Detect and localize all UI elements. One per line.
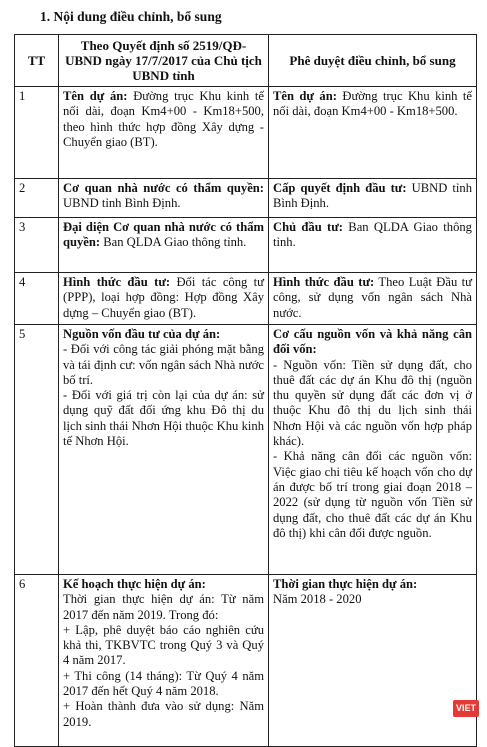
- adjustment-table: [14, 34, 477, 747]
- table-row: [15, 87, 477, 179]
- adjusted-cell: [269, 218, 477, 273]
- cell-label: Tên dự án:: [63, 89, 128, 103]
- cell-label: Cơ quan nhà nước có thẩm quyền:: [63, 181, 264, 195]
- cell-label: Cơ cấu nguồn vốn và khả năng cân đối vốn:: [273, 327, 472, 357]
- section-heading: 1. Nội dung điều chỉnh, bổ sung: [40, 9, 222, 24]
- adjusted-cell: [269, 273, 477, 325]
- original-cell: [59, 325, 269, 575]
- list-item: - Đối với công tác giải phóng mặt bằng và tái định cư: vốn ngân sách Nhà nước bố trí.: [63, 342, 264, 387]
- cell-label: Cấp quyết định đầu tư:: [273, 181, 407, 195]
- list-item: Năm 2018 - 2020: [273, 592, 362, 607]
- list-item: - Nguồn vốn: Tiền sử dụng đất, cho thuê đất các dự án Khu đô thị (nguồn thu quyền sử dụng đất các đơn vị ở thuộc Khu đô thị du lịch sinh thái Nhơn Hội và các nguồn vốn hợp pháp khác).: [273, 357, 472, 449]
- header-original-decision: Theo Quyết định số 2519/QĐ-UBND ngày 17/7/2017 của Chủ tịch UBND tỉnh: [59, 35, 269, 87]
- row-number: 6: [15, 575, 59, 747]
- cell-label: Hình thức đầu tư:: [273, 275, 375, 289]
- cell-label: Kế hoạch thực hiện dự án:: [63, 577, 206, 591]
- table-row: [15, 179, 477, 218]
- original-cell: [59, 179, 269, 218]
- cell-label: Nguồn vốn đầu tư của dự án:: [63, 327, 221, 341]
- row-number: 1: [15, 87, 59, 179]
- list-item: - Đối với giá trị còn lại của dự án: sử dụng quỹ đất đối ứng khu Đô thị du lịch sinh thái Nhơn Hội thuộc Khu kinh tế Nhơn Hội.: [63, 388, 264, 449]
- cell-label: Hình thức đầu tư:: [63, 275, 171, 289]
- cell-label: Tên dự án:: [273, 89, 337, 103]
- original-cell: [59, 87, 269, 179]
- table-header-row: [15, 35, 477, 87]
- cell-text: Ban QLDA Giao thông tỉnh.: [273, 220, 472, 250]
- cell-text: Ban QLDA Giao thông tỉnh.: [100, 235, 247, 250]
- header-approved-adjustment: Phê duyệt điều chỉnh, bổ sung: [269, 35, 477, 87]
- adjusted-cell: [269, 87, 477, 179]
- row-number: 2: [15, 179, 59, 218]
- list-item: + Thi công (14 tháng): Từ Quý 4 năm 2017 đến hết Quý 4 năm 2018.: [63, 668, 264, 699]
- cell-text: Đường trục Khu kinh tế nối dài, đoạn Km4+00 - Km18+500.: [273, 89, 472, 119]
- table-row: [15, 325, 477, 575]
- row-number: 5: [15, 325, 59, 575]
- list-item: + Hoàn thành đưa vào sử dụng: Năm 2019.: [63, 699, 264, 729]
- table-row: [15, 273, 477, 325]
- list-item: Thời gian thực hiện dự án: Từ năm 2017 đến năm 2019. Trong đó:: [63, 592, 264, 622]
- row-number: 3: [15, 218, 59, 273]
- cell-text: UBND tỉnh Bình Định.: [273, 181, 472, 211]
- cell-label: Chủ đầu tư:: [273, 220, 343, 234]
- header-tt: TT: [15, 35, 59, 87]
- cell-label: Đại diện Cơ quan nhà nước có thẩm quyền:: [63, 220, 264, 250]
- cell-label: Thời gian thực hiện dự án:: [273, 577, 418, 591]
- site-watermark-logo: VIET: [453, 700, 479, 717]
- cell-text: Đối tác công tư (PPP), loại hợp đồng: Hợp đồng Xây dựng – Chuyển giao (BT).: [63, 275, 265, 320]
- cell-text: Theo Luật Đầu tư công, sử dụng vốn ngân sách Nhà nước.: [273, 275, 472, 320]
- cell-text: UBND tỉnh Bình Định.: [63, 196, 181, 211]
- row-number: 4: [15, 273, 59, 325]
- list-item: + Lập, phê duyệt báo cáo nghiên cứu khả thi, TKBVTC trong Quý 3 và Quý 4 năm 2017.: [63, 622, 264, 668]
- list-item: - Khả năng cân đối các nguồn vốn: Việc giao chi tiêu kế hoạch vốn cho dự án được bố trí trong giai đoạn 2018 – 2022 (sử dụng từ nguồn vốn Tiền sử dụng đất, cho thuê đất các dự án Khu đô thị) khi cân đối được nguồn.: [273, 449, 472, 540]
- adjusted-cell: [269, 325, 477, 575]
- original-cell: [59, 218, 269, 273]
- table-row: [15, 218, 477, 273]
- adjusted-cell: [269, 179, 477, 218]
- original-cell: [59, 273, 269, 325]
- cell-text: Đường trục Khu kinh tế nối dài, đoạn Km4+00 - Km18+500, theo hình thức hợp đồng Xây dựng - Chuyển giao (BT).: [63, 89, 264, 149]
